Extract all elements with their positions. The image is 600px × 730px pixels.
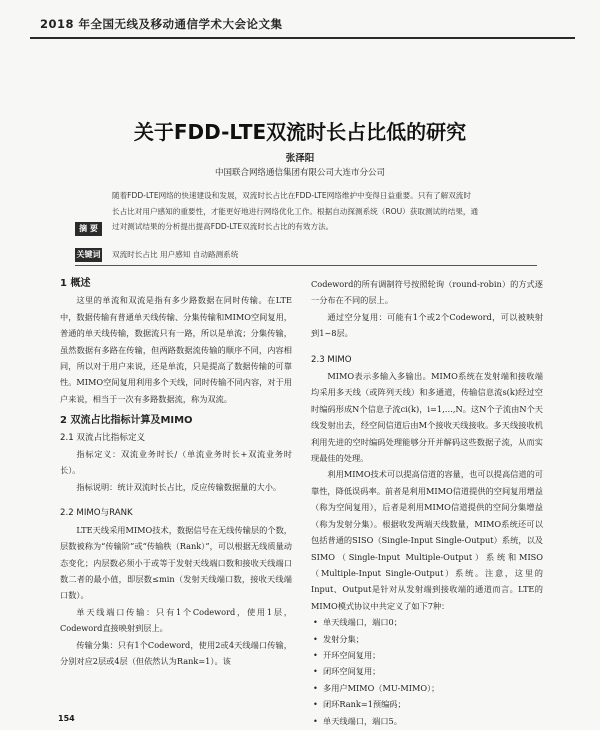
paragraph: 这里的单流和双流是指有多少路数据在同时传输。在LTE中，数据传输有普通单天线传输、分集传输和MIMO空间复用，普通的单天线传输，数据流只有一路，所以是单流；分集传输，虽然数据有多路在传输，但两路数据流传输的顺序不同，内容相同，所以对于用户来说，还是单流，只是提高了数据传输的可靠性。MIMO空间复用利用多个天线，同时传输不同内容，对于用户来说，相当于一次有多路数据流，称为双流。 xyxy=(60,295,292,404)
abstract-rule xyxy=(75,265,537,266)
section-1-heading: 1 概述 xyxy=(60,278,91,289)
paragraph: 单天线端口传输：只有1个Codeword，使用1层，Codeword直接映射到层上。 xyxy=(60,606,292,634)
paper-title: 关于FDD-LTE双流时长占比低的研究 xyxy=(133,120,467,144)
list-item: • 闭环Rank=1预编码； xyxy=(311,696,543,712)
keywords-label: 关键词 xyxy=(75,248,102,262)
abstract xyxy=(75,188,537,248)
list-item: • 闭环空间复用； xyxy=(311,663,543,679)
section-2-heading: 2 双流占比指标计算及MIMO xyxy=(60,415,193,427)
list-item: • 发射分集； xyxy=(311,631,543,647)
abstract-line: 随着FDD-LTE网络的快速建设和发展，双流时长占比在FDD-LTE网络维护中变得日益重要。只有了解双流时 xyxy=(112,191,471,200)
list-item: • 开环空间复用； xyxy=(311,647,543,663)
section-2-3-heading: 2.3 MIMO xyxy=(311,354,352,365)
paragraph: 指标定义：双流业务时长/（单流业务时长+双流业务时长）。 xyxy=(60,449,292,476)
paragraph: MIMO表示多输入多输出。MIMO系统在发射端和接收端均采用多天线（或阵列天线）和多通道，传输信息流s(k)经过空时编码形成N个信息子流ci(k)，i=1,…,N。这N个子流由N个天线发射出去，经空间信道后由M个接收天线接收。多天线接收机利用先进的空时编码处理能够分开并解码这些数据子流，从而实现最佳的处理。 xyxy=(311,371,543,464)
paragraph: 传输分集：只有1个Codeword，使用2或4天线端口传输，分别对应2层或4层（但依然认为Rank=1）。该 xyxy=(60,639,292,666)
page-number: 154 xyxy=(58,714,75,723)
right-column xyxy=(311,276,543,729)
list-item: • 单天线端口，端口5。 xyxy=(311,713,543,729)
paragraph: 利用MIMO技术可以提高信道的容量，也可以提高信道的可靠性，降低误码率。前者是利用MIMO信道提供的空间复用增益（称为空间复用），后者是利用MIMO信道提供的空间分集增益（称为发射分集）。根据收发两端天线数量，MIMO系统还可以包括普通的SISO（Single-Input Single-Output）系统，以及SIMO（Single-Input Multiple-Output）系统和MISO（Multiple-Input Single-Output）系统。注意，这里的Input、Output是针对从发射端到接收端的通道而言。LTE的MIMO模式协议中共定义了如下7种： xyxy=(311,469,543,611)
paragraph: Codeword的所有调制符号按照轮询（round-robin）的方式逐一分布在不同的层上。 xyxy=(311,279,543,306)
paragraph: 通过空分复用：可能有1个或2个Codeword，可以被映射到1~8层。 xyxy=(311,311,543,339)
header-rule xyxy=(30,37,575,39)
abstract-text xyxy=(112,188,537,235)
section-2-1-heading: 2.1 双流占比指标定义 xyxy=(60,432,146,443)
paragraph: LTE天线采用MIMO技术，数据信号在无线传输层的个数，层数被称为“传输阶”或“传输秩（Rank）”，可以根据无线质量动态变化；内层数必须小于或等于发射天线端口数和接收天线端口数二者的最小值，即层数≤min（发射天线端口数，接收天线端口数）。 xyxy=(60,524,292,601)
abstract-line: 长占比对用户感知的重要性，才能更好地进行网络优化工作。根据自动探测系统（ROU）获取测试的结果，通 xyxy=(112,206,479,216)
section-2-2-heading: 2.2 MIMO与RANK xyxy=(60,508,133,519)
list-item: • 多用户MIMO（MU-MIMO）； xyxy=(311,680,543,696)
list-item: • 单天线端口，端口0； xyxy=(311,614,543,630)
abstract-label: 摘 要 xyxy=(75,222,102,236)
keywords: 双流时长占比 用户感知 自动路测系统 xyxy=(112,250,239,259)
author: 张泽阳 xyxy=(285,153,315,164)
abstract-line: 过对测试结果的分析提出提高FDD-LTE双流时长占比的有效方法。 xyxy=(112,222,334,231)
paragraph: 指标说明：统计双流时长占比，反应传输数据量的大小。 xyxy=(76,481,282,492)
mimo-mode-list xyxy=(311,614,543,729)
left-column xyxy=(60,276,292,669)
affiliation: 中国联合网络通信集团有限公司大连市分公司 xyxy=(214,168,385,178)
running-head: 2018 年全国无线及移动通信学术大会论文集 xyxy=(40,17,283,31)
